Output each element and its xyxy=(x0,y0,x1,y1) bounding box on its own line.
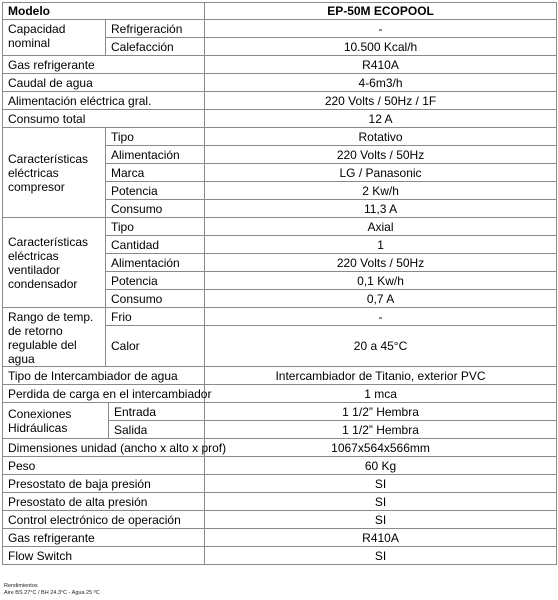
notes-line: Aire BS 27°C / BH 24.3°C - Agua 25 ºC xyxy=(4,590,100,596)
spec-value: 220 Volts / 50Hz xyxy=(205,146,557,164)
spec-label: Dimensiones unidad (ancho x alto x prof) xyxy=(3,439,205,457)
spec-value: 0,7 A xyxy=(205,290,557,308)
sub-label: Cantidad xyxy=(106,236,205,254)
spec-value: 1 mca xyxy=(205,385,557,403)
spec-label: Presostato de alta presión xyxy=(3,493,205,511)
sub-label: Salida xyxy=(109,421,205,439)
group-label-capacidad: Capacidad nominal xyxy=(3,20,106,56)
table-row xyxy=(3,529,557,547)
spec-value: SI xyxy=(205,511,557,529)
spec-label: Perdida de carga en el intercambiador xyxy=(3,385,205,403)
notes-title: Rendimientos xyxy=(4,583,38,589)
spec-value: 0,1 Kw/h xyxy=(205,272,557,290)
table-row xyxy=(3,493,557,511)
spec-value: - xyxy=(205,20,557,38)
spec-value: 2 Kw/h xyxy=(205,182,557,200)
sub-label: Alimentación xyxy=(106,254,205,272)
table-row xyxy=(3,475,557,493)
spec-value: 1 1/2” Hembra xyxy=(205,403,557,421)
sub-label: Consumo xyxy=(106,200,205,218)
table-row xyxy=(3,367,557,385)
model-name: EP-50M ECOPOOL xyxy=(205,3,557,20)
spec-value: 220 Volts / 50Hz xyxy=(205,254,557,272)
spec-value: 60 Kg xyxy=(205,457,557,475)
group-label-rango-temp: Rango de temp. de retorno regulable del agua xyxy=(3,308,106,367)
table-row xyxy=(3,74,557,92)
spec-label: Gas refrigerante xyxy=(3,56,205,74)
sub-label: Alimentación xyxy=(106,146,205,164)
sub-label: Calefacción xyxy=(106,38,205,56)
table-row xyxy=(3,457,557,475)
spec-label: Presostato de baja presión xyxy=(3,475,205,493)
spec-label: Consumo total xyxy=(3,110,205,128)
spec-value: R410A xyxy=(205,529,557,547)
sub-label: Frio xyxy=(106,308,205,326)
sub-label: Calor xyxy=(106,326,205,367)
sub-label: Consumo xyxy=(106,290,205,308)
spec-value: R410A xyxy=(205,56,557,74)
footnotes xyxy=(4,583,100,597)
sub-label: Tipo xyxy=(106,128,205,146)
spec-value: LG / Panasonic xyxy=(205,164,557,182)
spec-value: SI xyxy=(205,547,557,565)
table-row xyxy=(3,547,557,565)
spec-label: Control electrónico de operación xyxy=(3,511,205,529)
spec-value: SI xyxy=(205,475,557,493)
spec-value: 12 A xyxy=(205,110,557,128)
spec-label: Gas refrigerante xyxy=(3,529,205,547)
spec-value: 11,3 A xyxy=(205,200,557,218)
sub-label: Tipo xyxy=(106,218,205,236)
table-row xyxy=(3,56,557,74)
spec-label: Alimentación eléctrica gral. xyxy=(3,92,205,110)
table-row xyxy=(3,110,557,128)
spec-value: Rotativo xyxy=(205,128,557,146)
spec-label: Peso xyxy=(3,457,205,475)
spec-value: Intercambiador de Titanio, exterior PVC xyxy=(205,367,557,385)
spec-value: 20 a 45°C xyxy=(205,326,557,367)
sub-label: Potencia xyxy=(106,182,205,200)
spec-value: 4-6m3/h xyxy=(205,74,557,92)
spec-value: 1 1/2” Hembra xyxy=(205,421,557,439)
spec-value: 10.500 Kcal/h xyxy=(205,38,557,56)
sub-label: Potencia xyxy=(106,272,205,290)
group-label-ventilador: Características eléctricas ventilador condensador xyxy=(3,218,106,308)
table-row xyxy=(3,218,557,236)
group-label-conexiones: Conexiones Hidráulicas xyxy=(3,403,109,439)
table-row xyxy=(3,308,557,326)
group-label-compresor: Características eléctricas compresor xyxy=(3,128,106,218)
table-header-row xyxy=(3,3,557,20)
table-row xyxy=(3,385,557,403)
table-row xyxy=(3,439,557,457)
spec-label: Caudal de agua xyxy=(3,74,205,92)
sub-label: Marca xyxy=(106,164,205,182)
table-row xyxy=(3,511,557,529)
spec-value: - xyxy=(205,308,557,326)
table-row xyxy=(3,20,557,38)
table-row xyxy=(3,128,557,146)
spec-value: 220 Volts / 50Hz / 1F xyxy=(205,92,557,110)
spec-value: 1 xyxy=(205,236,557,254)
table-row xyxy=(3,92,557,110)
table-row xyxy=(3,403,557,421)
spec-value: SI xyxy=(205,493,557,511)
header-label: Modelo xyxy=(3,3,205,20)
sub-label: Entrada xyxy=(109,403,205,421)
spec-label: Flow Switch xyxy=(3,547,205,565)
specs-table xyxy=(2,2,557,565)
sub-label: Refrigeración xyxy=(106,20,205,38)
spec-label: Tipo de Intercambiador de agua xyxy=(3,367,205,385)
spec-value: 1067x564x566mm xyxy=(205,439,557,457)
spec-value: Axial xyxy=(205,218,557,236)
